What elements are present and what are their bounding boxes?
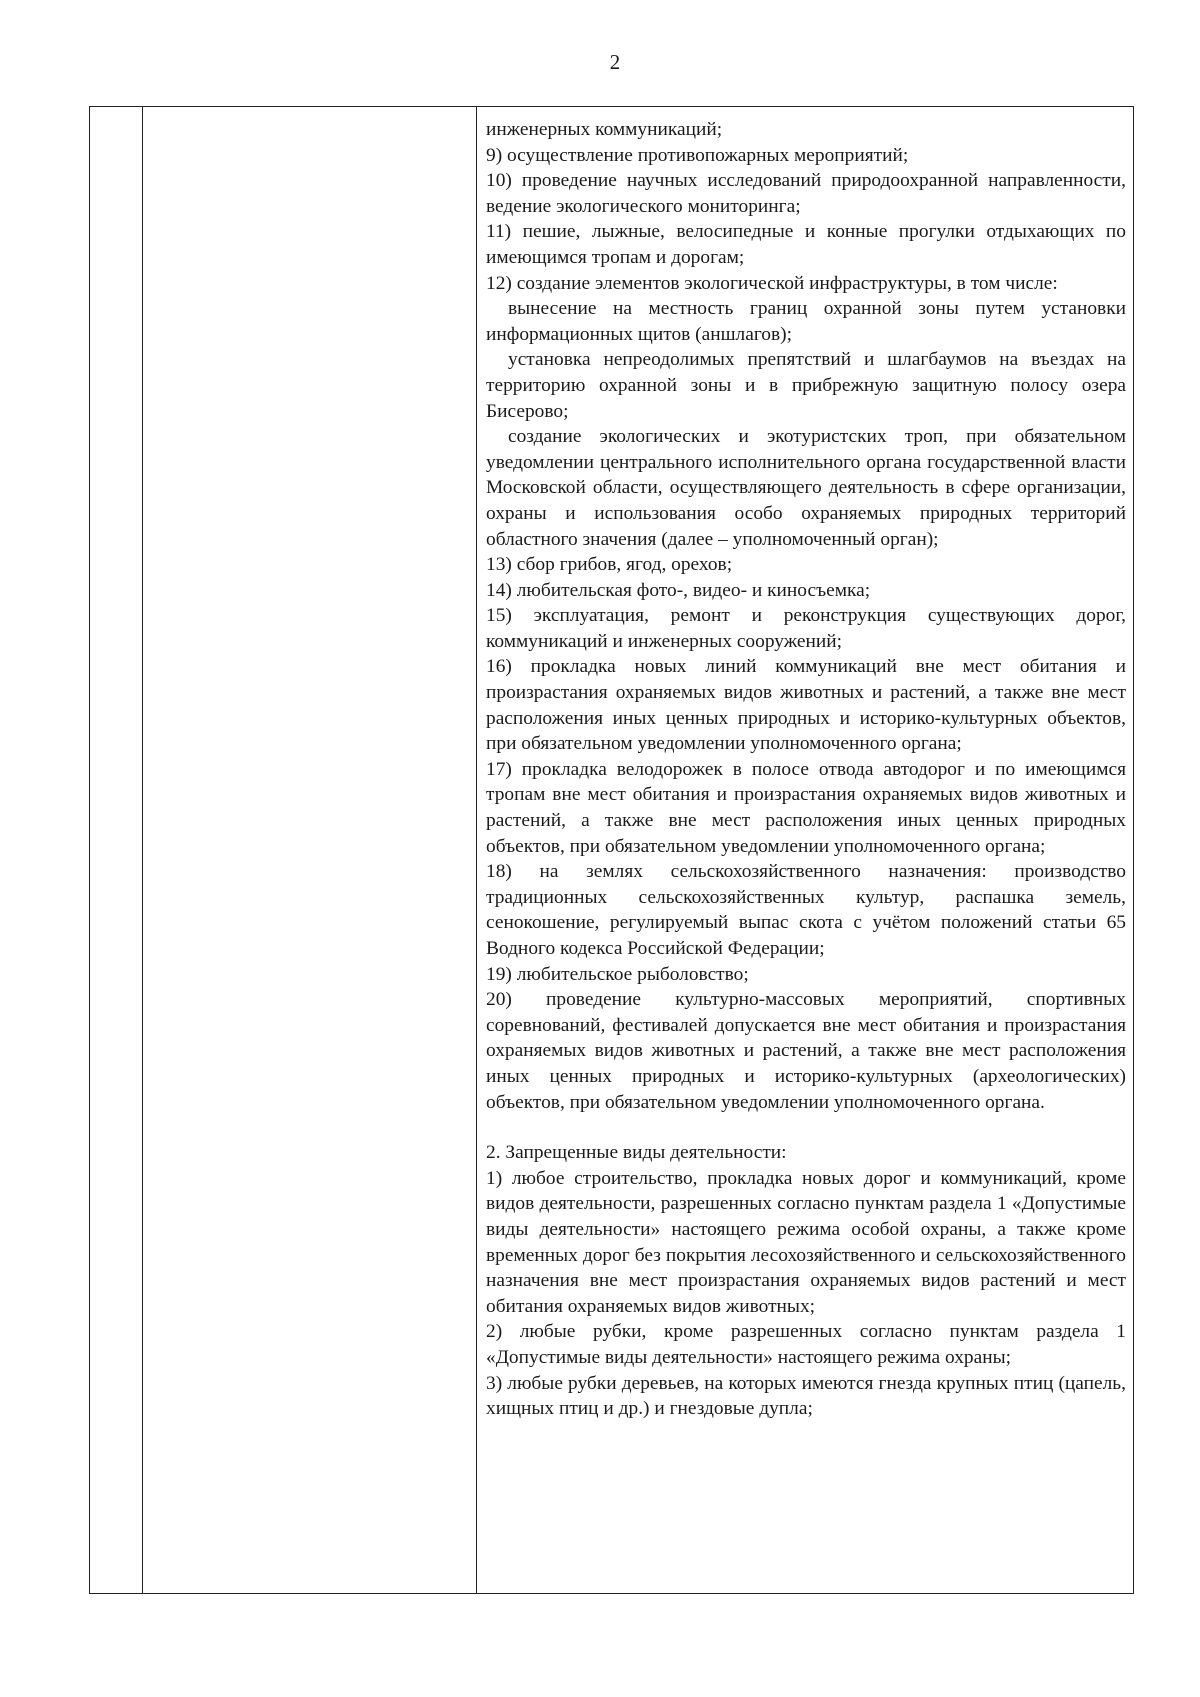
list-item: 13) сбор грибов, ягод, орехов; xyxy=(486,554,733,576)
list-item: 9) осуществление противопожарных мероприятий; xyxy=(486,144,909,166)
list-item: 16) прокладка новых линий коммуникаций вне мест обитания и произрастания охраняемых видов животных и растений, а также вне мест расположения иных ценных природных и историко-культурных объектов, при обязательном уведомлении уполномоченного органа; xyxy=(486,656,1126,755)
column-divider-1 xyxy=(142,107,143,1593)
list-subitem: создание экологических и экотуристских троп, при обязательном уведомлении центрального исполнительного органа государственной власти Московской области, осуществляющего деятельность в сфере организации, охраны и использования особо охраняемых природных территорий областного значения (далее – уполномоченный орган); xyxy=(486,426,1126,550)
list-item: 12) создание элементов экологической инфраструктуры, в том числе: xyxy=(486,272,1058,294)
list-item: 2) любые рубки, кроме разрешенных согласно пунктам раздела 1 «Допустимые виды деятельности» настоящего режима охраны; xyxy=(486,1321,1126,1368)
list-item: 11) пешие, лыжные, велосипедные и конные прогулки отдыхающих по имеющимся тропам и дорогам; xyxy=(486,221,1126,268)
list-subitem: вынесение на местность границ охранной зоны путем установки информационных щитов (аншлагов); xyxy=(486,298,1126,345)
list-item: инженерных коммуникаций; xyxy=(486,119,723,140)
list-item: 10) проведение научных исследований природоохранной направленности, ведение экологического мониторинга; xyxy=(486,170,1126,217)
page-number: 2 xyxy=(609,50,621,74)
list-item: 17) прокладка велодорожек в полосе отвода автодорог и по имеющимся тропам вне мест обитания и произрастания охраняемых видов животных и растений, а также вне мест расположения иных ценных природных объектов, при обязательном уведомлении уполномоченного органа; xyxy=(486,758,1126,857)
list-subitem: установка непреодолимых препятствий и шлагбаумов на въездах на территорию охранной зоны и в прибрежную защитную полосу озера Бисерово; xyxy=(486,349,1126,422)
section-spacer xyxy=(486,1115,1126,1140)
list-item: 15) эксплуатация, ремонт и реконструкция существующих дорог, коммуникаций и инженерных сооружений; xyxy=(486,605,1126,652)
list-item: 3) любые рубки деревьев, на которых имеются гнезда крупных птиц (цапель, хищных птиц и др.) и гнездовые дупла; xyxy=(486,1372,1126,1420)
list-item: 20) проведение культурно-массовых мероприятий, спортивных соревнований, фестивалей допускается вне мест обитания и произрастания охраняемых видов животных и растений, а также вне мест расположения иных ценных природных и историко-культурных (археологических) объектов, при обязательном уведомлении уполномоченного органа. xyxy=(486,989,1126,1113)
column-divider-2 xyxy=(476,107,477,1593)
section-heading: 2. Запрещенные виды деятельности: xyxy=(486,1142,787,1164)
list-item: 1) любое строительство, прокладка новых дорог и коммуникаций, кроме видов деятельности, разрешенных согласно пунктам раздела 1 «Допустимые виды деятельности» настоящего режима особой охраны, а также кроме временных дорог без покрытия лесохозяйственного и сельскохозяйственного назначения вне мест произрастания охраняемых видов растений и мест обитания охраняемых видов животных; xyxy=(486,1167,1126,1317)
list-item: 19) любительское рыболовство; xyxy=(486,963,749,985)
list-item: 14) любительская фото-, видео- и киносъемка; xyxy=(486,579,871,601)
activities-cell xyxy=(486,117,1126,1422)
list-item: 18) на землях сельскохозяйственного назначения: производство традиционных сельскохозяйственных культур, распашка земель, сенокошение, регулируемый выпас скота с учётом положений статьи 65 Водного кодекса Российской Федерации; xyxy=(486,861,1126,959)
regulation-table xyxy=(89,106,1134,1594)
